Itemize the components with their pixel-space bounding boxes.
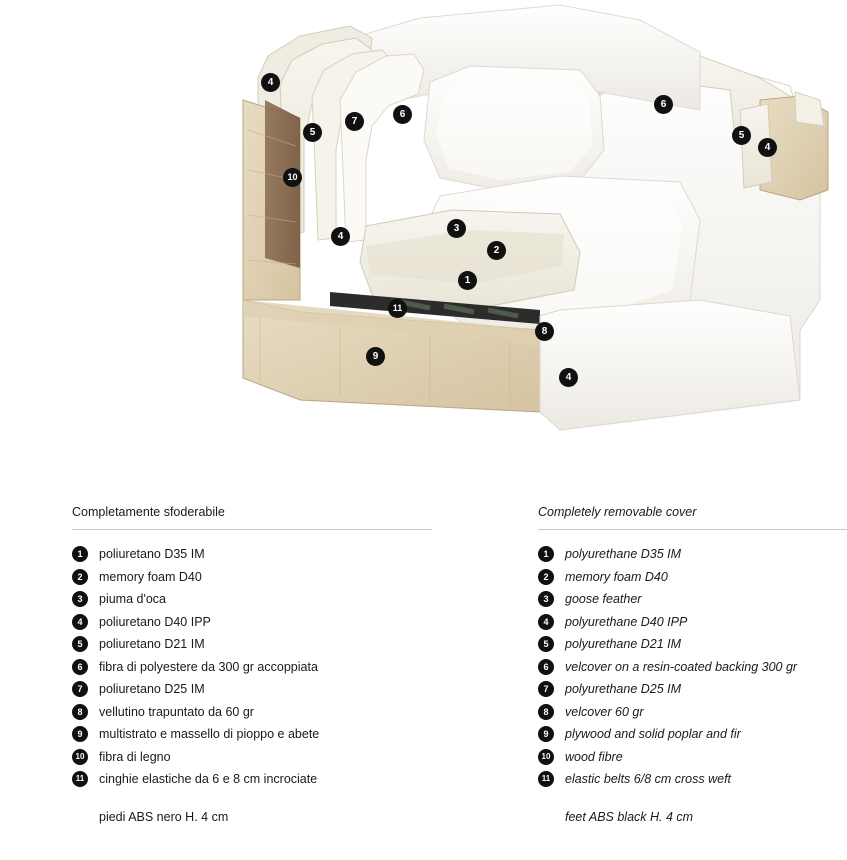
list-item	[538, 723, 847, 746]
legend-number: 2	[538, 569, 554, 585]
legend-number: 1	[538, 546, 554, 562]
callout-marker-4-top-left: 4	[261, 73, 280, 92]
legend-label: polyurethane D35 IM	[565, 547, 682, 562]
callout-marker-2: 2	[487, 241, 506, 260]
legend-label: memory foam D40	[99, 569, 202, 584]
list-item	[72, 566, 432, 589]
list-item	[538, 588, 847, 611]
legend-section	[0, 505, 847, 860]
legend-number: 11	[72, 771, 88, 787]
callout-marker-3: 3	[447, 219, 466, 238]
legend-number: 4	[538, 614, 554, 630]
legend-label: poliuretano D40 IPP	[99, 614, 211, 629]
legend-label: vellutino trapuntato da 60 gr	[99, 704, 254, 719]
callout-marker-11: 11	[388, 299, 407, 318]
legend-english	[538, 505, 847, 824]
legend-number: 9	[538, 726, 554, 742]
callout-marker-5-right: 5	[732, 126, 751, 145]
legend-label: poliuretano D21 IM	[99, 637, 205, 652]
callout-marker-4-front: 4	[559, 368, 578, 387]
legend-italian-list	[72, 543, 432, 791]
legend-number: 5	[72, 636, 88, 652]
callout-marker-4-seat-back: 4	[331, 227, 350, 246]
legend-label: elastic belts 6/8 cm cross weft	[565, 772, 732, 787]
legend-number: 5	[538, 636, 554, 652]
legend-label: plywood and solid poplar and fir	[565, 727, 741, 742]
legend-number: 2	[72, 569, 88, 585]
callout-marker-7: 7	[345, 112, 364, 131]
list-item	[538, 656, 847, 679]
legend-number: 7	[72, 681, 88, 697]
legend-italian-footer: piedi ABS nero H. 4 cm	[99, 809, 229, 824]
legend-label: wood fibre	[565, 749, 623, 764]
legend-number: 11	[538, 771, 554, 787]
legend-number: 3	[72, 591, 88, 607]
callout-marker-10: 10	[283, 168, 302, 187]
callout-marker-5-left: 5	[303, 123, 322, 142]
legend-number: 9	[72, 726, 88, 742]
list-item	[538, 543, 847, 566]
list-item	[538, 633, 847, 656]
list-item	[72, 588, 432, 611]
list-item	[72, 633, 432, 656]
list-item	[72, 746, 432, 769]
legend-label: polyurethane D25 IM	[565, 682, 682, 697]
legend-label: piuma d'oca	[99, 592, 167, 607]
legend-number: 7	[538, 681, 554, 697]
list-item	[538, 701, 847, 724]
list-item	[72, 723, 432, 746]
legend-english-title: Completely removable cover	[538, 505, 847, 530]
legend-label: multistrato e massello di pioppo e abete	[99, 727, 320, 742]
legend-number: 3	[538, 591, 554, 607]
legend-english-list	[538, 543, 847, 791]
legend-label: velcover on a resin-coated backing 300 gr	[565, 659, 798, 674]
list-item	[538, 611, 847, 634]
callout-marker-6-right: 6	[654, 95, 673, 114]
list-item	[538, 768, 847, 791]
legend-number: 1	[72, 546, 88, 562]
legend-label: fibra di polyestere da 300 gr accoppiata	[99, 659, 318, 674]
legend-number: 10	[538, 749, 554, 765]
legend-label: cinghie elastiche da 6 e 8 cm incrociate	[99, 772, 318, 787]
legend-number: 8	[538, 704, 554, 720]
legend-label: fibra di legno	[99, 749, 171, 764]
callout-marker-4-right: 4	[758, 138, 777, 157]
legend-label: memory foam D40	[565, 569, 668, 584]
list-item	[538, 566, 847, 589]
callout-marker-9: 9	[366, 347, 385, 366]
legend-number: 8	[72, 704, 88, 720]
legend-number: 10	[72, 749, 88, 765]
list-item	[72, 701, 432, 724]
callout-marker-6-left: 6	[393, 105, 412, 124]
legend-italian-title: Completamente sfoderabile	[72, 505, 432, 530]
list-item	[538, 678, 847, 701]
legend-number: 6	[538, 659, 554, 675]
list-item	[72, 656, 432, 679]
callout-marker-8: 8	[535, 322, 554, 341]
legend-number: 6	[72, 659, 88, 675]
list-item	[72, 768, 432, 791]
legend-italian	[72, 505, 432, 824]
list-item	[72, 543, 432, 566]
legend-english-footer: feet ABS black H. 4 cm	[565, 809, 694, 824]
list-item	[538, 746, 847, 769]
legend-label: polyurethane D40 IPP	[565, 614, 688, 629]
legend-number: 4	[72, 614, 88, 630]
callout-marker-1: 1	[458, 271, 477, 290]
legend-label: velcover 60 gr	[565, 704, 644, 719]
legend-label: polyurethane D21 IM	[565, 637, 682, 652]
list-item	[72, 678, 432, 701]
legend-label: poliuretano D25 IM	[99, 682, 205, 697]
legend-label: goose feather	[565, 592, 642, 607]
list-item	[72, 611, 432, 634]
legend-label: poliuretano D35 IM	[99, 547, 205, 562]
